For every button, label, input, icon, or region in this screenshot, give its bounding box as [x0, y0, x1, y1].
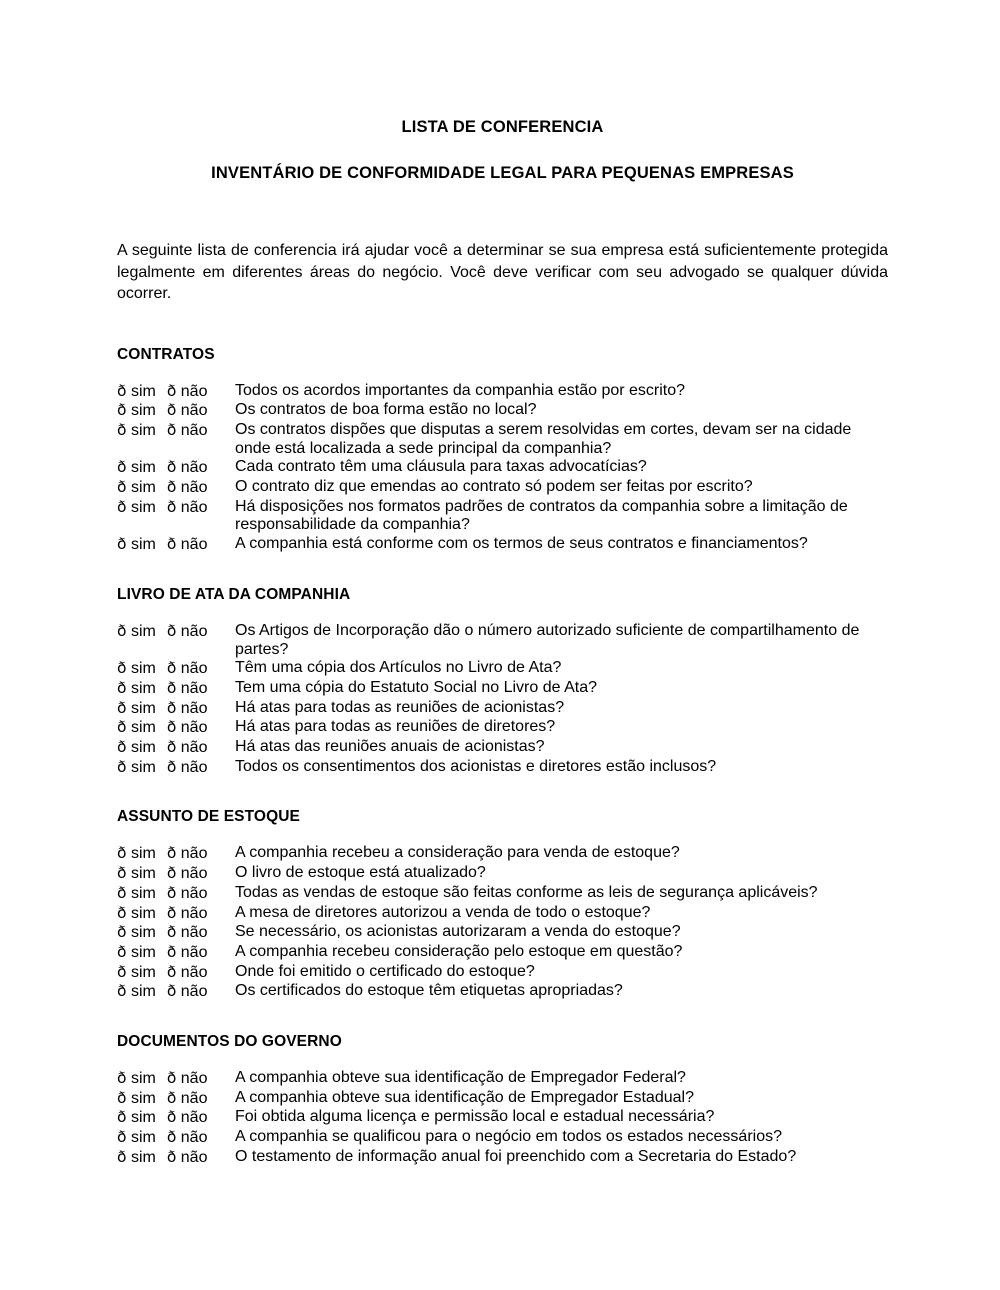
checkbox-label-yes: sim [130, 536, 156, 554]
question-text: O testamento de informação anual foi preenchido com a Secretaria do Estado? [235, 1147, 797, 1165]
checkbox-icon[interactable]: ð [166, 698, 177, 717]
checkbox-icon[interactable]: ð [117, 478, 127, 497]
checkbox-option-yes[interactable] [117, 982, 156, 1002]
checkbox-option-yes[interactable] [117, 622, 156, 642]
checkbox-icon[interactable]: ð [117, 420, 127, 439]
checkbox-option-no[interactable] [167, 758, 208, 778]
checklist-row [117, 864, 888, 884]
question-list [117, 1069, 888, 1168]
checkbox-label-yes: sim [130, 983, 156, 1001]
checkbox-label-yes: sim [130, 421, 156, 439]
answer-options [117, 982, 235, 1002]
checkbox-label-no: não [180, 1148, 208, 1166]
checkbox-icon[interactable]: ð [117, 883, 127, 902]
answer-options [117, 844, 235, 864]
checkbox-label-yes: sim [130, 1070, 156, 1088]
checklist-row [117, 1128, 888, 1148]
document-content [117, 0, 888, 1168]
checkbox-label-yes: sim [130, 1148, 156, 1166]
checkbox-icon[interactable]: ð [166, 535, 177, 554]
question-text: A companhia está conforme com os termos de seus contratos e financiamentos? [235, 535, 808, 553]
answer-options [117, 679, 235, 699]
answer-options [117, 923, 235, 943]
checkbox-option-yes[interactable] [117, 864, 156, 884]
checkbox-label-yes: sim [130, 699, 156, 717]
question-text: Todos os acordos importantes da companhia estão por escrito? [235, 381, 686, 399]
checkbox-label-no: não [180, 498, 208, 516]
answer-options [117, 718, 235, 738]
checkbox-label-no: não [180, 1070, 208, 1088]
checkbox-option-no[interactable] [167, 1069, 208, 1089]
checkbox-icon[interactable]: ð [117, 738, 127, 757]
checklist-section [117, 777, 888, 1002]
checkbox-option-no[interactable] [167, 478, 208, 498]
checkbox-option-yes[interactable] [117, 659, 156, 679]
checkbox-label-no: não [180, 660, 208, 678]
checkbox-icon[interactable]: ð [117, 718, 127, 737]
checkbox-label-yes: sim [130, 758, 156, 776]
checkbox-option-yes[interactable] [117, 1069, 156, 1089]
question-text: A companhia recebeu consideração pelo estoque em questão? [235, 942, 683, 960]
question-text: Há atas para todas as reuniões de diretores? [235, 718, 556, 736]
checkbox-option-no[interactable] [167, 963, 208, 983]
checkbox-option-yes[interactable] [117, 884, 156, 904]
checkbox-label-no: não [180, 382, 208, 400]
question-text: Os contratos de boa forma estão no local? [235, 401, 537, 419]
checklist-row [117, 478, 888, 498]
checkbox-option-yes[interactable] [117, 401, 156, 421]
question-text: A companhia se qualificou para o negócio em todos os estados necessários? [235, 1128, 783, 1146]
question-text: A companhia obteve sua identificação de Empregador Estadual? [235, 1088, 694, 1106]
checkbox-icon[interactable]: ð [117, 864, 127, 883]
checkbox-label-yes: sim [130, 1089, 156, 1107]
checkbox-label-yes: sim [130, 402, 156, 420]
question-text: Têm uma cópia dos Artículos no Livro de Ata? [235, 659, 562, 677]
answer-options [117, 1069, 235, 1089]
checkbox-label-no: não [180, 679, 208, 697]
answer-options [117, 535, 235, 555]
checkbox-label-no: não [180, 622, 208, 640]
checkbox-icon[interactable]: ð [117, 962, 127, 981]
answer-options [117, 758, 235, 778]
checkbox-option-yes[interactable] [117, 478, 156, 498]
checkbox-label-no: não [180, 719, 208, 737]
checkbox-option-no[interactable] [167, 1128, 208, 1148]
document-title-primary: LISTA DE CONFERENCIA [401, 118, 604, 136]
question-text: Todas as vendas de estoque são feitas conforme as leis de segurança aplicáveis? [235, 883, 818, 901]
checklist-row [117, 622, 888, 659]
checklist-row [117, 923, 888, 943]
checklist-row [117, 401, 888, 421]
checkbox-label-yes: sim [130, 845, 156, 863]
checkbox-icon[interactable]: ð [166, 678, 177, 697]
checklist-row [117, 844, 888, 864]
checkbox-option-no[interactable] [167, 401, 208, 421]
checkbox-option-no[interactable] [167, 1108, 208, 1128]
checkbox-icon[interactable]: ð [117, 401, 127, 420]
checklist-row [117, 1089, 888, 1109]
checkbox-option-yes[interactable] [117, 758, 156, 778]
checkbox-icon[interactable]: ð [117, 698, 127, 717]
checkbox-option-yes[interactable] [117, 421, 156, 441]
checkbox-label-yes: sim [130, 719, 156, 737]
checkbox-option-no[interactable] [167, 659, 208, 679]
checkbox-label-no: não [180, 865, 208, 883]
checklist-row [117, 679, 888, 699]
checkbox-option-yes[interactable] [117, 1108, 156, 1128]
checkbox-icon[interactable]: ð [117, 381, 127, 400]
checkbox-icon[interactable]: ð [166, 903, 177, 922]
checklist-row [117, 738, 888, 758]
checklist-row [117, 904, 888, 924]
question-list [117, 622, 888, 778]
checklist-section [117, 555, 888, 778]
checkbox-icon[interactable]: ð [166, 381, 177, 400]
answer-options [117, 659, 235, 679]
question-text: Há disposições nos formatos padrões de contratos da companhia sobre a limitação de responsabilidade da companhia? [235, 497, 848, 534]
checkbox-label-no: não [180, 1129, 208, 1147]
checkbox-icon[interactable]: ð [166, 478, 177, 497]
checkbox-icon[interactable]: ð [166, 864, 177, 883]
checklist-row [117, 498, 888, 535]
checklist-row [117, 718, 888, 738]
question-text: Os contratos dispões que disputas a serem resolvidas em cortes, devam ser na cidade onde está localizada a sede principal da companhia? [235, 420, 852, 457]
checkbox-label-yes: sim [130, 884, 156, 902]
checkbox-icon[interactable]: ð [166, 883, 177, 902]
question-text: Cada contrato têm uma cláusula para taxas advocatícias? [235, 458, 647, 476]
checkbox-option-yes[interactable] [117, 458, 156, 478]
checklist-row [117, 659, 888, 679]
question-text: Tem uma cópia do Estatuto Social no Livro de Ata? [235, 678, 597, 696]
answer-options [117, 884, 235, 904]
checkbox-label-no: não [180, 536, 208, 554]
checkbox-icon[interactable]: ð [117, 1147, 127, 1166]
checkbox-label-no: não [180, 963, 208, 981]
question-text: Há atas das reuniões anuais de acionistas? [235, 738, 545, 756]
checkbox-label-no: não [180, 904, 208, 922]
checklist-row [117, 982, 888, 1002]
checkbox-label-yes: sim [130, 459, 156, 477]
checkbox-option-yes[interactable] [117, 1148, 156, 1168]
checkbox-icon[interactable]: ð [166, 420, 177, 439]
checkbox-icon[interactable]: ð [166, 458, 177, 477]
question-text: Se necessário, os acionistas autorizaram a venda do estoque? [235, 923, 681, 941]
question-list [117, 382, 888, 555]
checkbox-icon[interactable]: ð [117, 535, 127, 554]
checkbox-icon[interactable]: ð [117, 497, 127, 516]
checkbox-label-yes: sim [130, 679, 156, 697]
checkbox-label-no: não [180, 924, 208, 942]
checklist-row [117, 699, 888, 719]
answer-options [117, 622, 235, 642]
checklist-section [117, 305, 888, 555]
checkbox-label-no: não [180, 402, 208, 420]
checklist-row [117, 963, 888, 983]
question-list [117, 844, 888, 1002]
checkbox-icon[interactable]: ð [117, 942, 127, 961]
document-title-secondary: INVENTÁRIO DE CONFORMIDADE LEGAL PARA PEQUENAS EMPRESAS [211, 164, 794, 182]
checkbox-option-no[interactable] [167, 699, 208, 719]
section-heading: CONTRATOS [117, 345, 215, 363]
checkbox-option-no[interactable] [167, 458, 208, 478]
checkbox-icon[interactable]: ð [117, 757, 127, 776]
checkbox-label-yes: sim [130, 622, 156, 640]
checklist-row [117, 884, 888, 904]
answer-options [117, 401, 235, 421]
checkbox-label-yes: sim [130, 660, 156, 678]
checklist-row [117, 421, 888, 458]
checkbox-option-no[interactable] [167, 864, 208, 884]
checkbox-option-yes[interactable] [117, 535, 156, 555]
checkbox-option-no[interactable] [167, 982, 208, 1002]
checkbox-icon[interactable]: ð [166, 659, 177, 678]
question-text: Onde foi emitido o certificado do estoque? [235, 962, 535, 980]
answer-options [117, 943, 235, 963]
checkbox-label-yes: sim [130, 904, 156, 922]
answer-options [117, 699, 235, 719]
checkbox-icon[interactable]: ð [117, 923, 127, 942]
checkbox-label-yes: sim [130, 498, 156, 516]
checkbox-option-no[interactable] [167, 718, 208, 738]
checkbox-option-no[interactable] [167, 679, 208, 699]
checkbox-option-no[interactable] [167, 535, 208, 555]
checkbox-icon[interactable]: ð [117, 1108, 127, 1127]
checklist-row [117, 458, 888, 478]
answer-options [117, 738, 235, 758]
checkbox-option-yes[interactable] [117, 904, 156, 924]
answer-options [117, 421, 235, 441]
checkbox-icon[interactable]: ð [117, 1069, 127, 1088]
checkbox-icon[interactable]: ð [117, 678, 127, 697]
checkbox-icon[interactable]: ð [166, 1088, 177, 1107]
answer-options [117, 1108, 235, 1128]
checkbox-option-no[interactable] [167, 923, 208, 943]
checklist-row [117, 1148, 888, 1168]
answer-options [117, 478, 235, 498]
checkbox-icon[interactable]: ð [166, 1128, 177, 1147]
checkbox-option-yes[interactable] [117, 382, 156, 402]
checkbox-label-no: não [180, 1089, 208, 1107]
checkbox-label-no: não [180, 739, 208, 757]
checkbox-icon[interactable]: ð [117, 1128, 127, 1147]
checkbox-option-yes[interactable] [117, 738, 156, 758]
answer-options [117, 1128, 235, 1148]
checkbox-icon[interactable]: ð [166, 923, 177, 942]
checklist-row [117, 535, 888, 555]
checkbox-icon[interactable]: ð [117, 982, 127, 1001]
checklist-sections [117, 305, 888, 1168]
checkbox-option-yes[interactable] [117, 943, 156, 963]
checkbox-icon[interactable]: ð [166, 1147, 177, 1166]
checkbox-icon[interactable]: ð [117, 659, 127, 678]
checkbox-option-no[interactable] [167, 382, 208, 402]
checkbox-option-no[interactable] [167, 904, 208, 924]
checkbox-label-no: não [180, 983, 208, 1001]
checkbox-option-yes[interactable] [117, 679, 156, 699]
checkbox-option-no[interactable] [167, 622, 208, 642]
question-text: Há atas para todas as reuniões de acionistas? [235, 698, 565, 716]
checkbox-icon[interactable]: ð [166, 962, 177, 981]
answer-options [117, 963, 235, 983]
checkbox-option-no[interactable] [167, 421, 208, 441]
answer-options [117, 864, 235, 884]
checkbox-option-no[interactable] [167, 738, 208, 758]
checkbox-icon[interactable]: ð [166, 621, 177, 640]
question-text: O livro de estoque está atualizado? [235, 864, 486, 882]
checkbox-option-yes[interactable] [117, 1089, 156, 1109]
checkbox-option-yes[interactable] [117, 844, 156, 864]
checkbox-icon[interactable]: ð [166, 738, 177, 757]
question-text: Os certificados do estoque têm etiquetas apropriadas? [235, 982, 623, 1000]
checklist-row [117, 1108, 888, 1128]
question-text: Todos os consentimentos dos acionistas e diretores estão inclusos? [235, 757, 717, 775]
checklist-row [117, 758, 888, 778]
checkbox-icon[interactable]: ð [166, 718, 177, 737]
checkbox-label-yes: sim [130, 739, 156, 757]
checkbox-label-yes: sim [130, 943, 156, 961]
checkbox-label-no: não [180, 699, 208, 717]
checkbox-option-yes[interactable] [117, 498, 156, 518]
question-text: A companhia obteve sua identificação de Empregador Federal? [235, 1069, 686, 1087]
answer-options [117, 1148, 235, 1168]
checkbox-icon[interactable]: ð [166, 844, 177, 863]
checkbox-icon[interactable]: ð [166, 1108, 177, 1127]
checkbox-label-no: não [180, 845, 208, 863]
checkbox-option-yes[interactable] [117, 699, 156, 719]
checkbox-icon[interactable]: ð [166, 942, 177, 961]
checkbox-label-yes: sim [130, 1129, 156, 1147]
checkbox-label-no: não [180, 459, 208, 477]
checklist-row [117, 1069, 888, 1089]
checkbox-label-yes: sim [130, 963, 156, 981]
checkbox-option-yes[interactable] [117, 923, 156, 943]
checkbox-icon[interactable]: ð [166, 982, 177, 1001]
checkbox-option-no[interactable] [167, 884, 208, 904]
checkbox-icon[interactable]: ð [166, 1069, 177, 1088]
checkbox-icon[interactable]: ð [166, 497, 177, 516]
checkbox-option-yes[interactable] [117, 1128, 156, 1148]
section-heading: LIVRO DE ATA DA COMPANHIA [117, 585, 351, 603]
answer-options [117, 458, 235, 478]
intro-paragraph: A seguinte lista de conferencia irá ajudar você a determinar se sua empresa está suficientemente protegida legalmente em diferentes áreas do negócio. Você deve verificar com seu advogado se qualquer dúvida ocorrer. [117, 242, 888, 302]
question-text: A companhia recebeu a consideração para venda de estoque? [235, 844, 680, 862]
checkbox-label-yes: sim [130, 1109, 156, 1127]
checkbox-label-no: não [180, 884, 208, 902]
checkbox-icon[interactable]: ð [117, 903, 127, 922]
section-heading: ASSUNTO DE ESTOQUE [117, 808, 300, 826]
question-text: A mesa de diretores autorizou a venda de todo o estoque? [235, 903, 651, 921]
checkbox-label-yes: sim [130, 865, 156, 883]
checkbox-label-no: não [180, 421, 208, 439]
checkbox-label-no: não [180, 758, 208, 776]
checkbox-option-no[interactable] [167, 943, 208, 963]
checkbox-option-no[interactable] [167, 1148, 208, 1168]
answer-options [117, 382, 235, 402]
answer-options [117, 498, 235, 518]
checkbox-icon[interactable]: ð [117, 844, 127, 863]
checkbox-icon[interactable]: ð [166, 401, 177, 420]
checkbox-icon[interactable]: ð [117, 1088, 127, 1107]
checkbox-option-no[interactable] [167, 1089, 208, 1109]
checkbox-option-no[interactable] [167, 844, 208, 864]
checkbox-label-yes: sim [130, 924, 156, 942]
checkbox-icon[interactable]: ð [166, 757, 177, 776]
checklist-row [117, 943, 888, 963]
checkbox-label-no: não [180, 479, 208, 497]
checkbox-option-no[interactable] [167, 498, 208, 518]
checkbox-icon[interactable]: ð [117, 621, 127, 640]
checkbox-label-yes: sim [130, 479, 156, 497]
checklist-section [117, 1002, 888, 1168]
question-text: Os Artigos de Incorporação dão o número autorizado suficiente de compartilhamento de partes? [235, 621, 860, 658]
checkbox-label-yes: sim [130, 382, 156, 400]
question-text: Foi obtida alguma licença e permissão local e estadual necessária? [235, 1108, 715, 1126]
checklist-row [117, 382, 888, 402]
checkbox-icon[interactable]: ð [117, 458, 127, 477]
answer-options [117, 904, 235, 924]
question-text: O contrato diz que emendas ao contrato só podem ser feitas por escrito? [235, 478, 753, 496]
section-heading: DOCUMENTOS DO GOVERNO [117, 1033, 342, 1051]
checkbox-option-yes[interactable] [117, 718, 156, 738]
checkbox-label-no: não [180, 1109, 208, 1127]
answer-options [117, 1089, 235, 1109]
checkbox-label-no: não [180, 943, 208, 961]
checkbox-option-yes[interactable] [117, 963, 156, 983]
